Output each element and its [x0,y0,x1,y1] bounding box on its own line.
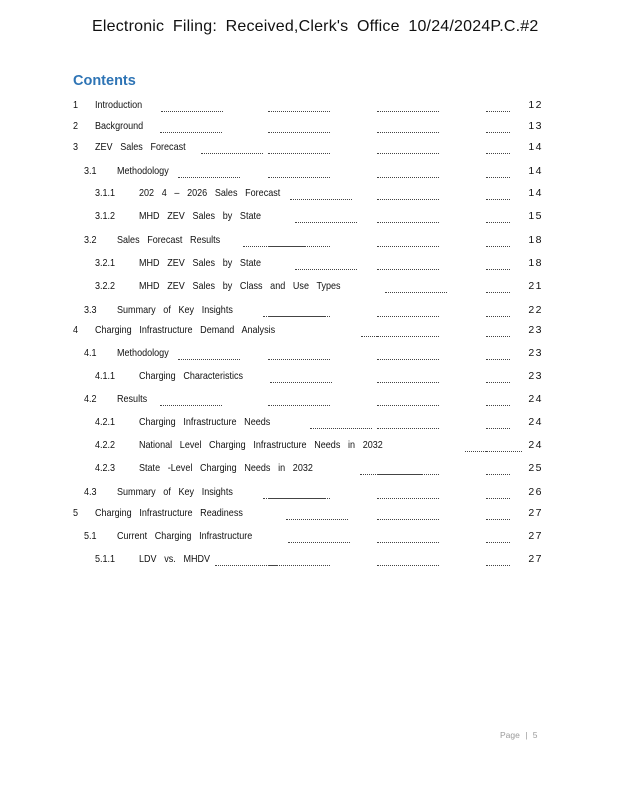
toc-dot-leader [178,358,240,360]
toc-dot-leader [377,335,439,337]
toc-dot-leader [486,110,510,112]
toc-dot-leader [377,131,439,133]
toc-section-title: Methodology [117,165,169,177]
toc-section-number: 3 [73,141,79,153]
toc-dot-leader [377,497,439,499]
toc-entry[interactable] [0,141,618,157]
toc-section-number: 5 [73,507,79,519]
toc-dot-leader [486,450,510,452]
toc-section-title: Methodology [117,347,169,359]
toc-dot-leader [377,541,439,543]
toc-entry[interactable] [0,210,618,226]
toc-dot-leader [268,176,330,178]
page-number: 5 [532,730,538,740]
toc-section-title: Sales Forecast Results [117,234,221,246]
toc-section-number: 4.2.2 [95,439,116,451]
toc-section-number: 4.2.1 [95,416,116,428]
toc-dot-leader [486,198,510,200]
toc-dot-leader [377,110,439,112]
toc-section-title: LDV vs. MHDV [139,553,211,565]
toc-section-title: Introduction [95,99,143,111]
toc-section-title: MHD ZEV Sales by Class and Use Types [139,280,341,292]
toc-section-number: 4 [73,324,79,336]
toc-page-number: 23 [528,370,543,382]
toc-section-number: 4.2.3 [95,462,116,474]
toc-dot-leader [268,315,330,317]
electronic-filing-header: Electronic Filing: Received,Clerk's Office 10/24/2024P.C.#2 [92,18,539,35]
toc-section-number: 5.1.1 [95,553,116,565]
toc-section-title: State -Level Charging Needs in 2032 [139,462,313,474]
toc-page-number: 15 [528,210,543,222]
toc-page-number: 14 [528,165,543,177]
toc-section-title: Charging Infrastructure Needs [139,416,271,428]
toc-dot-leader [160,131,222,133]
toc-dot-leader [486,541,510,543]
toc-page-number: 13 [528,120,543,132]
toc-section-number: 3.2 [84,234,97,246]
toc-entry[interactable] [0,393,618,409]
toc-dot-leader [290,198,352,200]
toc-page-number: 27 [528,507,543,519]
toc-entry[interactable] [0,347,618,363]
toc-entry[interactable] [0,99,618,115]
toc-dot-leader [486,381,510,383]
page-footer [500,730,538,740]
toc-section-title: MHD ZEV Sales by State [139,210,262,222]
toc-page-number: 27 [528,553,543,565]
toc-dot-leader [268,110,330,112]
toc-dot-leader [486,473,510,475]
toc-dot-leader [161,110,223,112]
toc-dot-leader [377,427,439,429]
toc-entry[interactable] [0,234,618,250]
toc-section-number: 5.1 [84,530,97,542]
toc-section-number: 3.1 [84,165,97,177]
toc-dot-leader [377,245,439,247]
toc-section-title: National Level Charging Infrastructure Needs in 2032 [139,439,383,451]
toc-dot-leader [268,358,330,360]
toc-page-number: 23 [528,347,543,359]
toc-section-number: 3.2.2 [95,280,116,292]
toc-dot-leader [486,176,510,178]
toc-dot-leader [486,221,510,223]
toc-dot-leader [310,427,372,429]
toc-page-number: 21 [528,280,543,292]
contents-heading: Contents [73,73,136,89]
toc-section-number: 4.1.1 [95,370,116,382]
toc-page-number: 25 [528,462,543,474]
toc-entry[interactable] [0,324,618,340]
toc-section-number: 4.1 [84,347,97,359]
toc-dot-leader [286,518,348,520]
toc-dot-leader [486,564,510,566]
toc-entry[interactable] [0,507,618,523]
toc-dot-leader [268,245,330,247]
toc-dot-leader [377,268,439,270]
toc-page-number: 18 [528,257,543,269]
toc-page-number: 24 [528,416,543,428]
toc-entry[interactable] [0,165,618,181]
toc-section-number: 3.2.1 [95,257,116,269]
toc-dot-leader [377,473,439,475]
toc-section-title: ZEV Sales Forecast [95,141,186,153]
toc-dot-leader [270,381,332,383]
toc-dot-leader [486,245,510,247]
toc-section-title: Results [117,393,148,405]
toc-dot-leader [268,152,330,154]
toc-page-number: 23 [528,324,543,336]
toc-entry[interactable] [0,486,618,502]
toc-section-number: 3.1.1 [95,187,116,199]
toc-section-title: Summary of Key Insights [117,304,233,316]
toc-dot-leader [486,518,510,520]
toc-dot-leader [486,335,510,337]
toc-section-number: 3.3 [84,304,97,316]
toc-page-number: 18 [528,234,543,246]
toc-dot-leader [377,381,439,383]
toc-dot-leader [268,131,330,133]
toc-page-number: 24 [528,439,543,451]
toc-section-number: 4.2 [84,393,97,405]
toc-section-title: Charging Characteristics [139,370,244,382]
toc-section-title: 202 4 – 2026 Sales Forecast [139,187,281,199]
toc-dot-leader [377,221,439,223]
toc-dot-leader [486,291,510,293]
toc-page-number: 24 [528,393,543,405]
toc-dot-leader [486,315,510,317]
toc-dot-leader [268,497,330,499]
toc-dot-leader [268,404,330,406]
toc-section-number: 2 [73,120,79,132]
toc-dot-leader [486,358,510,360]
toc-section-title: Summary of Key Insights [117,486,233,498]
toc-entry[interactable] [0,462,618,478]
toc-dot-leader [288,541,350,543]
toc-entry[interactable] [0,280,618,296]
toc-entry[interactable] [0,553,618,569]
toc-section-title: Current Charging Infrastructure [117,530,253,542]
toc-dot-leader [201,152,263,154]
toc-entry[interactable] [0,530,618,546]
toc-dot-leader [377,152,439,154]
toc-page-number: 14 [528,187,543,199]
toc-dot-leader [486,152,510,154]
toc-entry[interactable] [0,257,618,273]
toc-dot-leader [178,176,240,178]
toc-section-title: Charging Infrastructure Demand Analysis [95,324,276,336]
toc-dot-leader [486,131,510,133]
toc-entry[interactable] [0,187,618,203]
toc-dot-leader [160,404,222,406]
toc-dot-leader [377,315,439,317]
toc-page-number: 14 [528,141,543,153]
toc-page-number: 12 [528,99,543,111]
toc-section-title: MHD ZEV Sales by State [139,257,262,269]
toc-section-number: 1 [73,99,79,111]
toc-dot-leader [377,198,439,200]
toc-dot-leader [377,404,439,406]
toc-dot-leader [486,268,510,270]
toc-entry[interactable] [0,370,618,386]
toc-entry[interactable] [0,304,618,320]
toc-dot-leader [385,291,447,293]
toc-entry[interactable] [0,120,618,136]
toc-page-number: 27 [528,530,543,542]
toc-dot-leader [486,427,510,429]
toc-section-title: Background [95,120,144,132]
toc-dot-leader [486,404,510,406]
toc-entry[interactable] [0,439,618,455]
toc-dot-leader [295,221,357,223]
toc-entry[interactable] [0,416,618,432]
toc-dot-leader [486,497,510,499]
toc-section-number: 3.1.2 [95,210,116,222]
toc-section-title: Charging Infrastructure Readiness [95,507,243,519]
toc-page-number: 22 [528,304,543,316]
toc-dot-leader [377,564,439,566]
page-label: Page | [500,730,528,740]
toc-dot-leader [377,358,439,360]
toc-section-number: 4.3 [84,486,97,498]
toc-dot-leader [268,564,330,566]
toc-page-number: 26 [528,486,543,498]
toc-dot-leader [377,176,439,178]
toc-dot-leader [295,268,357,270]
toc-dot-leader [377,518,439,520]
